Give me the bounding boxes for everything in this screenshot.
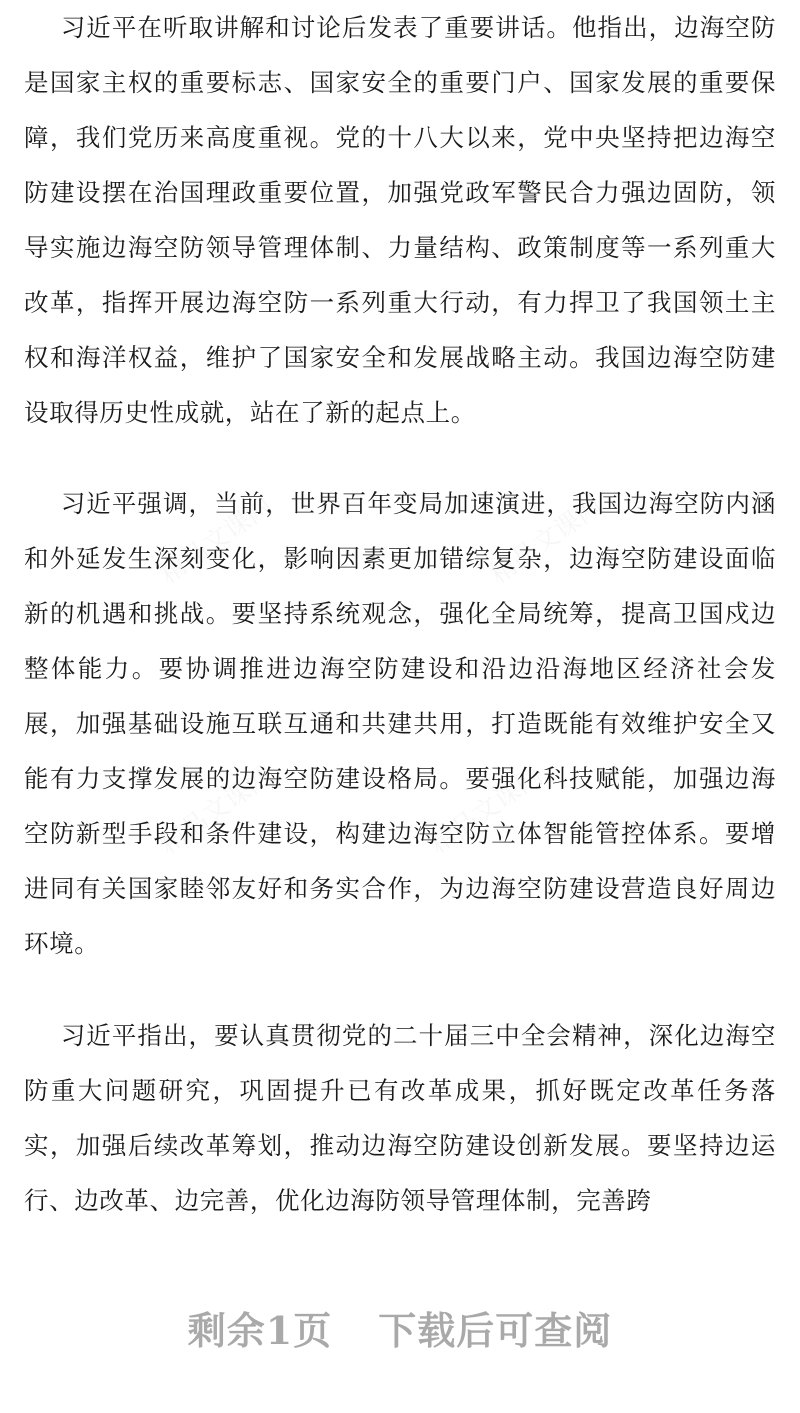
paragraph-1: 习近平在听取讲解和讨论后发表了重要讲话。他指出，边海空防是国家主权的重要标志、国家安全的重要门户、国家发展的重要保障，我们党历来高度重视。党的十八大以来，党中央坚持把边海空防建设摆在治国理政重要位置，加强党政军警民合力强边固防，领导实施边海空防领导管理体制、力量结构、政策制度等一系列重大改革，指挥开展边海空防一系列重大行动，有力捍卫了我国领土主权和海洋权益，维护了国家安全和发展战略主动。我国边海空防建设取得历史性成就，站在了新的起点上。 bbox=[24, 13, 776, 427]
remaining-pages-label: 剩余1页 bbox=[187, 1308, 333, 1353]
download-hint-label: 下载后可查阅 bbox=[378, 1308, 613, 1353]
paragraph-2: 习近平强调，当前，世界百年变局加速演进，我国边海空防内涵和外延发生深刻变化，影响因素更加错综复杂，边海空防建设面临新的机遇和挑战。要坚持系统观念，强化全局统筹，提高卫国戍边整体能力。要协调推进边海空防建设和沿边沿海地区经济社会发展，加强基础设施互联互通和共建共用，打造既能有效维护安全又能有力支撑发展的边海空防建设格局。要强化科技赋能，加强边海空防新型手段和条件建设，构建边海空防立体智能管控体系。要增进同有关国家睦邻友好和务实合作，为边海空防建设营造良好周边环境。 bbox=[24, 489, 776, 958]
paragraph-3: 习近平指出，要认真贯彻党的二十届三中全会精神，深化边海空防重大问题研究，巩固提升已有改革成果，抓好既定改革任务落实，加强后续改革筹划，推动边海空防建设创新发展。要坚持边运行、边改革、边完善，优化边海防领导管理体制，完善跨 bbox=[24, 1021, 776, 1215]
download-prompt[interactable] bbox=[0, 1300, 800, 1355]
